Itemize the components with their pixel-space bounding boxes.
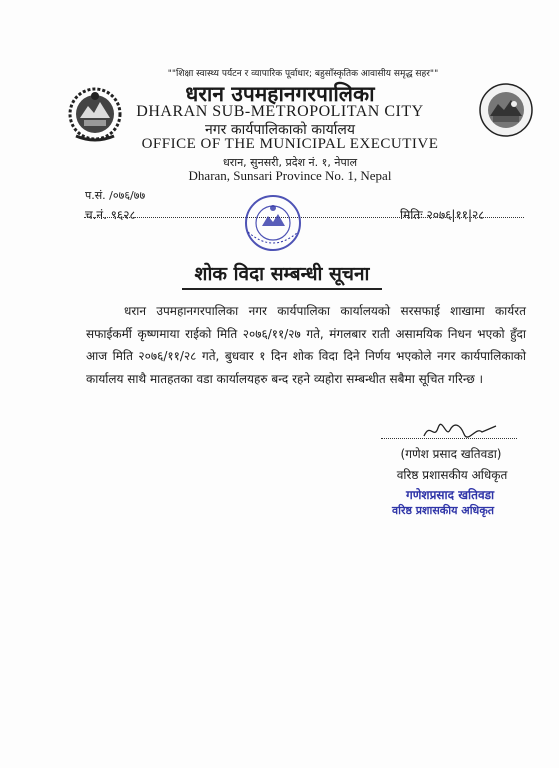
notice-body: धरान उपमहानगरपालिका नगर कार्यपालिका कार्यालयको सरसफाई शाखामा कार्यरत सफाईकर्मी कृष्णमाया राईको मिति २०७६/११/२७ गते, मंगलबार राती असामयिक निधन भएको हुँदा आज मिति २०७६/११/२८ गते, बुधवार १ दिन शोक विदा दिने निर्णय भएकोले नगर कार्यपालिकाको कार्यालय साथै मातहतका वडा कार्यालयहरु बन्द रहने व्यहोरा सम्बन्धीत सबैमा सूचित गरिन्छ । xyxy=(86,304,526,386)
office-name-en: OFFICE OF THE MUNICIPAL EXECUTIVE xyxy=(141,136,439,152)
signatory-designation: वरिष्ठ प्रशासकीय अधिकृत xyxy=(396,468,508,482)
office-stamp-icon xyxy=(236,192,310,254)
dharan-city-logo-icon xyxy=(478,82,534,138)
municipality-name-en: DHARAN SUB-METROPOLITAN CITY xyxy=(136,103,424,120)
letter-date: मितिः २०७६|११|२८ xyxy=(400,208,485,222)
notice-title: शोक विदा सम्बन्धी सूचना xyxy=(182,260,382,290)
address-np: धरान, सुनसरी, प्रदेश नं. १, नेपाल xyxy=(222,156,358,169)
municipality-name-np: धरान उपमहानगरपालिका xyxy=(185,82,375,106)
name-stamp: गणेशप्रसाद खतिवडा xyxy=(406,488,495,502)
address-en: Dharan, Sunsari Province No. 1, Nepal xyxy=(188,168,392,183)
signatory-name: (गणेश प्रसाद खतिवडा) xyxy=(400,447,502,461)
signature-line xyxy=(381,438,517,439)
dispatch-number: च.नं. ९६२८ xyxy=(85,208,136,222)
designation-stamp: वरिष्ठ प्रशासकीय अधिकृत xyxy=(392,504,495,517)
office-name-np: नगर कार्यपालिकाको कार्यालय xyxy=(205,122,355,138)
letter-number: प.सं. /०७६/७७ xyxy=(85,189,146,202)
motto-text: ""शिक्षा स्वास्थ्य पर्यटन र व्यापारिक पूर्वाधार; बहुसाँस्कृतिक आवासीय समृद्ध सहर"" xyxy=(167,69,439,79)
